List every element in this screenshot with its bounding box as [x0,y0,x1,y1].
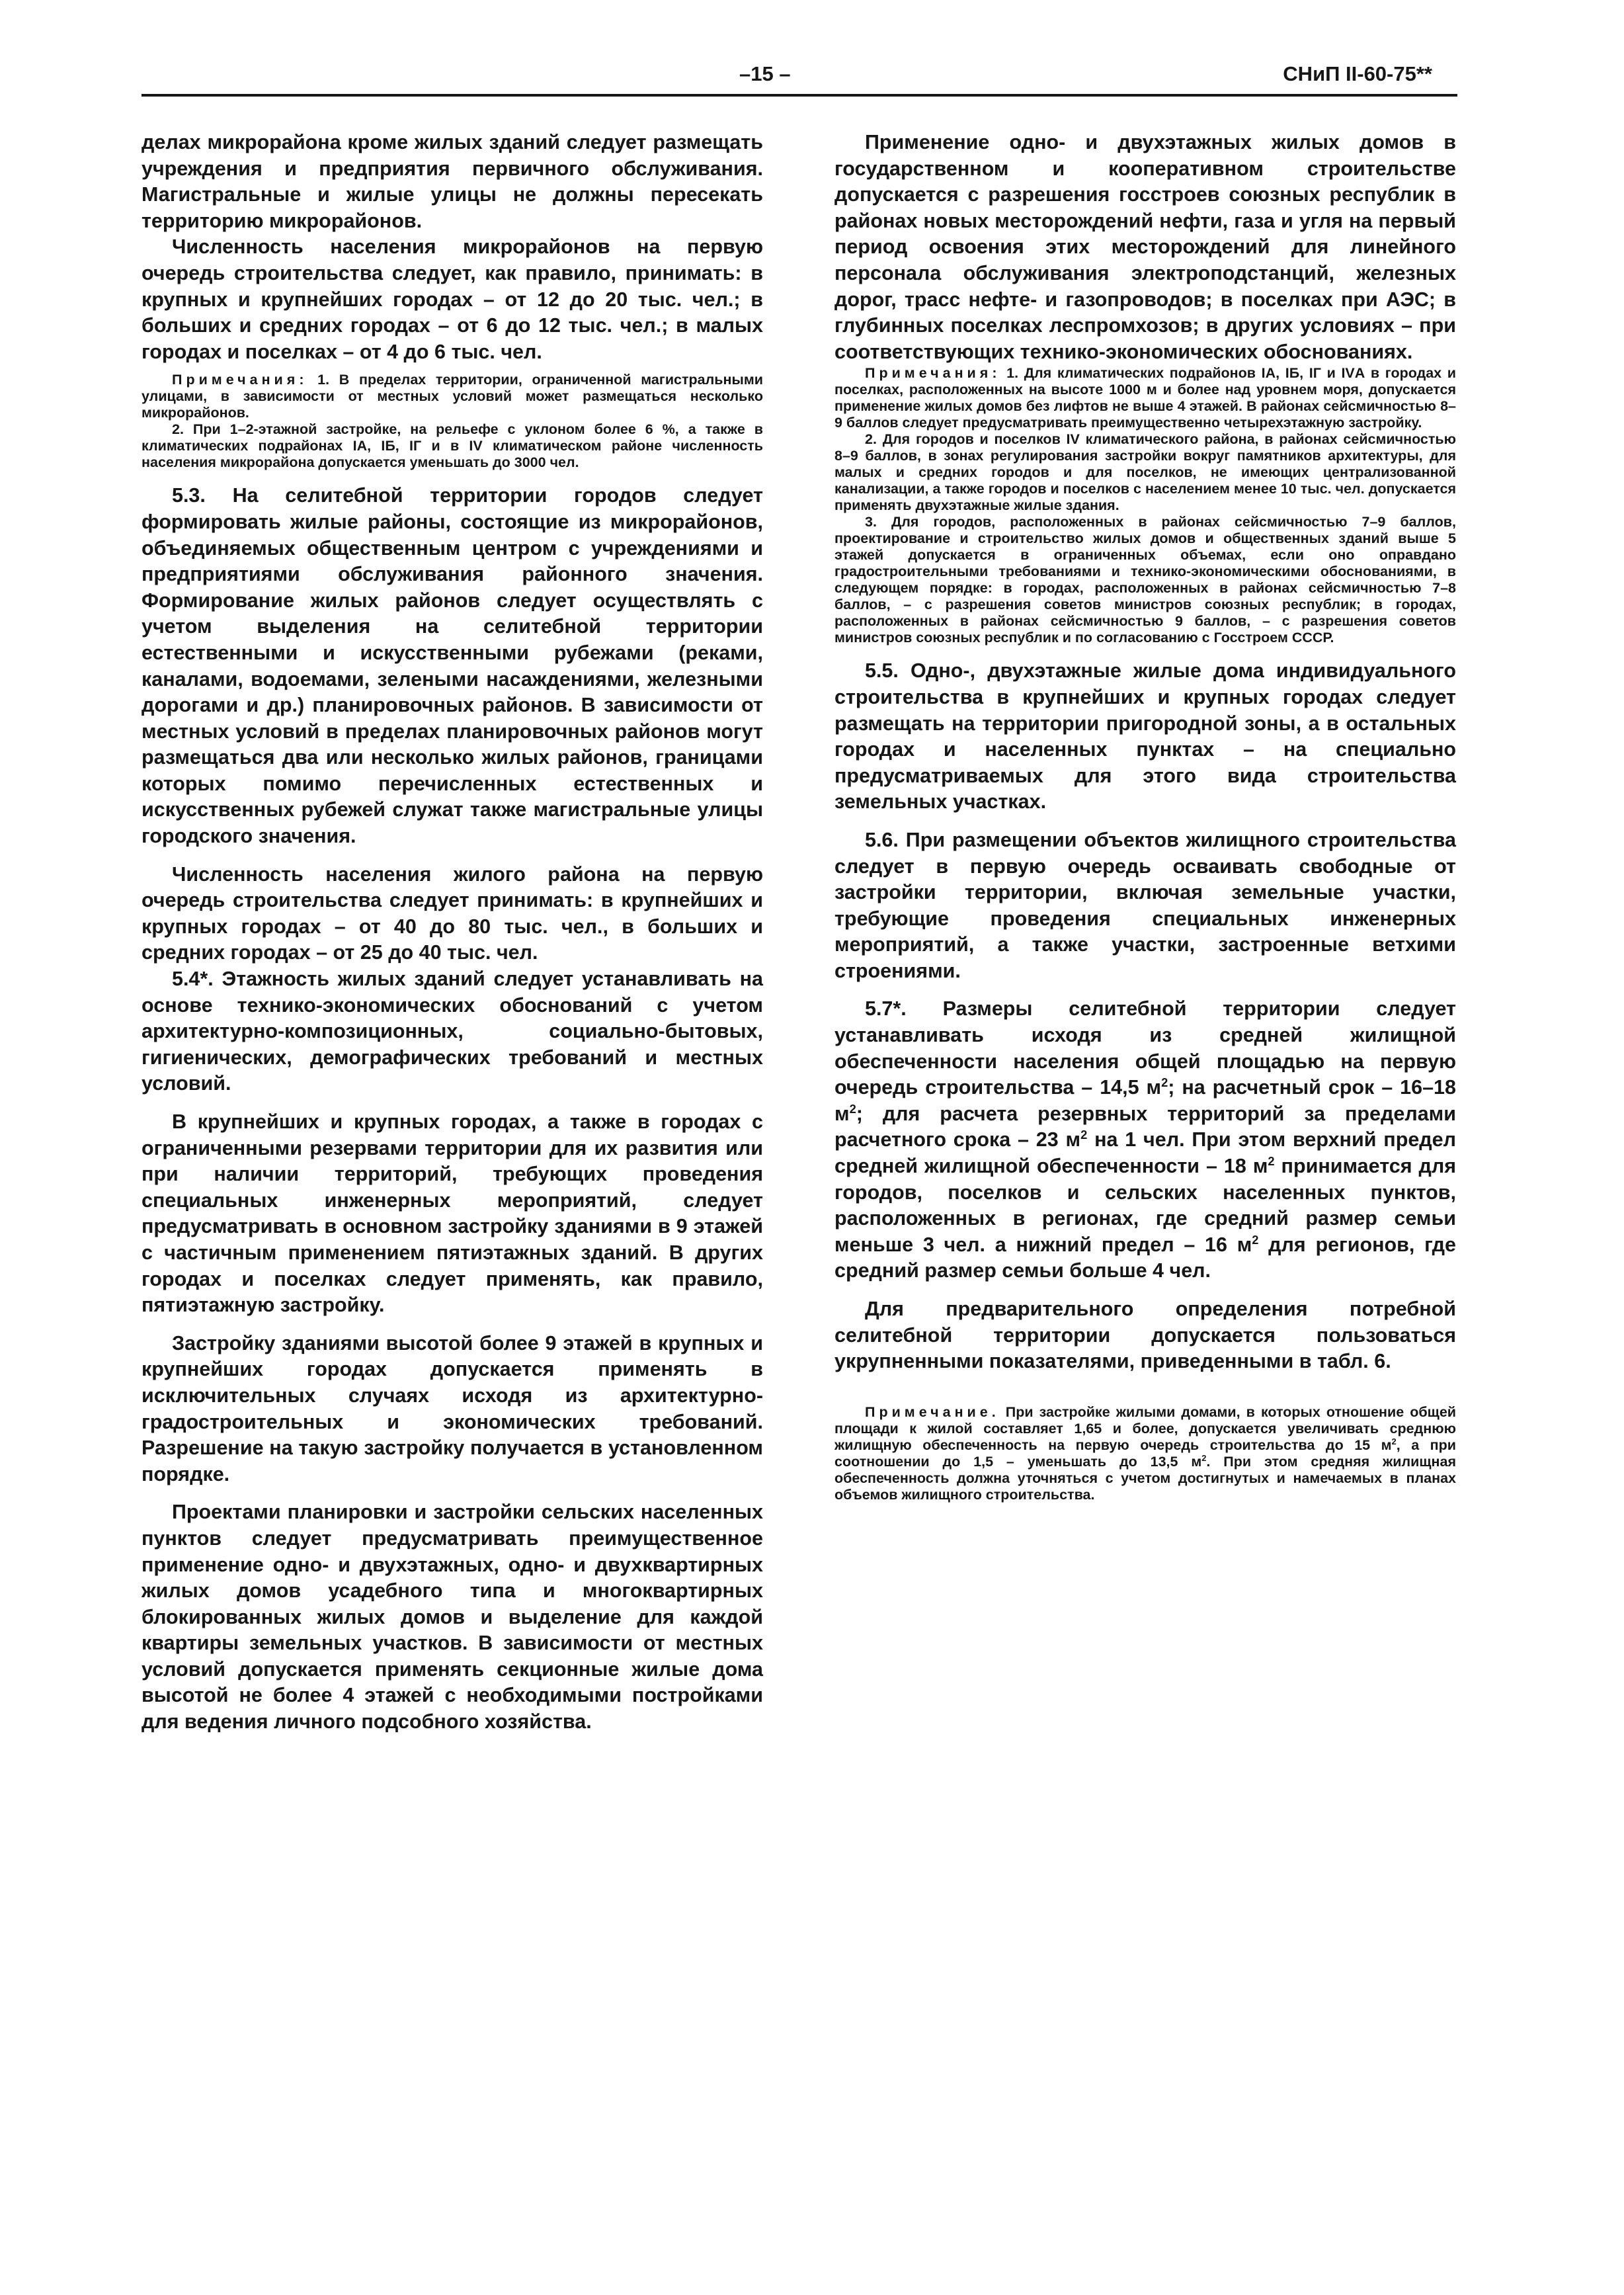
note: 3. Для городов, расположенных в районах сейсмичностью 7–9 баллов, проектирование и строительство жилых домов и общественных зданий выше 5 этажей допускается в ограниченных объемах, если оно оправдано градостроительными требованиями и технико-экономическими обоснованиями, в следующем порядке: в городах, расположенных в районах сейсмичностью 7–8 баллов, – с разрешения советов министров союзных республик; в городах, расположенных в районах сейсмичностью 9 баллов, – с разрешения советов министров союзных республик и по согласованию с Госстроем СССР. [834,514,1456,646]
section-5-6 [834,827,1456,985]
section-text: Этажность жилых зданий следует устанавливать на основе технико-экономических обоснований с учетом архитектурно-композиционных, социально-бытовых, гигиенических, демографических требований и местных условий. [142,968,763,1095]
section-text: принимается для городов, поселков и сельских населенных пунктов, расположенных в регионах, где средний размер семьи меньше 3 чел. а нижний предел – 16 м [834,1155,1457,1256]
superscript: 2 [1391,1436,1397,1446]
paragraph: В крупнейших и крупных городах, а также в городах с ограниченными резервами территории для их развития или при наличии территорий, требующих проведения специальных инженерных мероприятий, следует предусматривать в основном застройку зданиями в 9 этажей с частичным применением пятиэтажных зданий. В других городах и поселках следует применять, как правило, пятиэтажную застройку. [142,1110,763,1317]
note-text: , а при соотношении до 1,5 – уменьшать до 13,5 м [834,1437,1456,1470]
paragraph: Застройку зданиями высотой более 9 этажей в крупных и крупнейших городах допускается применять в исключительных случаях исходя из архитектурно-градостроительных и экономических требований. Разрешение на такую застройку получается в установленном порядке. [142,1331,763,1485]
paragraph: делах микрорайона кроме жилых зданий следует размещать учреждения и предприятия первичного обслуживания. Магистральные и жилые улицы не должны пересекать территорию микрорайонов. [142,131,763,232]
note-label: Примечание. [865,1403,1000,1420]
note-text: . При этом средняя жилищная обеспеченность должна уточняться с учетом достигнутых и намечаемых в планах объемов жилищного строительства. [834,1453,1457,1503]
paragraph: Для предварительного определения потребной селитебной территории допускается пользоваться укрупненными показателями, приведенными в табл. 6. [834,1298,1456,1373]
section-5-4 [142,966,763,1097]
notes-label: Примечания: [865,365,1001,382]
section-text: При размещении объектов жилищного строительства следует в первую очередь осваивать свободные от застройки территории, включая земельные участки, требующие проведения специальных инженерных мероприятий, а также участки, застроенные ветхими строениями. [834,828,1456,982]
section-text: На селитебной территории городов следует формировать жилые районы, состоящие из микрорайонов, объединяемых общественным центром с учреждениями и предприятиями обслуживания районного значения. Формирование жилых районов следует осуществлять с учетом выделения на селитебной территории естественными и искусственными рубежами (реками, каналами, водоемами, зелеными насаждениями, железными дорогами и др.) планировочных районов. В зависимости от местных условий в пределах планировочных районов могут размещаться два или несколько жилых районов, границами которых помимо перечисленных естественных и искусственных рубежей служат также магистральные улицы городского значения. [142,484,763,848]
section-number: 5.4*. [172,968,214,991]
section-text: ; на расчетный срок – 16–18 м [834,1076,1456,1125]
section-text: ; для расчета резервных территорий за пределами расчетного срока – 23 м [834,1102,1456,1151]
section-5-5 [834,658,1456,815]
page-number: –15 – [739,62,791,85]
note [142,372,763,421]
note: 2. Для городов и поселков IV климатического района, в районах сейсмичностью 8–9 баллов, в зонах регулирования застройки вокруг памятников архитектуры, для малых и средних городов и для поселков, не имеющих централизованной канализации, а также городов и поселков с населением менее 10 тыс. чел. допускается применять двухэтажные жилые здания. [834,431,1456,514]
superscript: 2 [849,1101,856,1116]
superscript: 2 [1201,1452,1207,1463]
section-number: 5.5. [865,659,899,683]
section-text: для регионов, где средний размер семьи больше 4 чел. [834,1233,1457,1282]
section-text: Размеры селитебной территории следует устанавливать исходя из средней жилищной обеспеченности населения общей площадью на первую очередь строительства – 14,5 м [834,997,1456,1099]
section-text: на 1 чел. При этом верхний предел средней жилищной обеспеченности – 18 м [834,1128,1456,1178]
paragraph: Численность населения жилого района на первую очередь строительства следует принимать: в крупнейших и крупных городах – от 40 до 80 тыс. чел., в больших и средних городах – от 25 до 40 тыс. чел. [142,862,763,964]
section-number: 5.6. [865,828,899,851]
section-number: 5.3. [172,484,206,507]
header-rule [142,94,1457,97]
note-text: При застройке жилыми домами, в которых отношение общей площади к жилой составляет 1,65 и более, допускается увеличивать среднюю жилищную обеспеченность на первую очередь строительства до 15 м [834,1403,1456,1453]
superscript: 2 [1252,1232,1259,1247]
superscript: 2 [1080,1128,1088,1142]
right-column [834,130,1456,1503]
note: 2. При 1–2-этажной застройке, на рельефе с уклоном более 6 %, а также в климатических подрайонах IА, IБ, IГ и в IV климатическом районе численность населения микрорайона допускается уменьшать до 3000 чел. [142,421,763,471]
paragraph: Применение одно- и двухэтажных жилых домов в государственном и кооперативном строительстве допускается с разрешения госстроев союзных республик в районах новых месторождений нефти, газа и угля на первый период освоения этих месторождений для линейного персонала обслуживания электроподстанций, железных дорог, трасс нефте- и газопроводов; в поселках при АЭС; в глубинных поселках леспромхозов; в других условиях – при соответствующих технико-экономических обоснованиях. [834,131,1456,363]
section-5-7 [834,996,1456,1284]
section-5-3 [142,483,763,849]
left-column [142,130,763,1735]
section-number: 5.7*. [865,997,907,1021]
superscript: 2 [1268,1153,1275,1168]
section-text: Одно-, двухэтажные жилые дома индивидуального строительства в крупнейших и крупных городах следует размещать на территории пригородной зоны, а в остальных городах и населенных пунктах – на специально предусматриваемых для этого вида строительства земельных участках. [834,659,1456,814]
superscript: 2 [1161,1075,1168,1090]
note-text: 1. В пределах территории, ограниченной магистральными улицами, в зависимости от местных условий может размещаться несколько микрорайонов. [142,372,763,421]
note-text: 1. Для климатических подрайонов IА, IБ, IГ и IVА в городах и поселках, расположенных на высоте 1000 м и более над уровнем моря, допускается применение жилых домов без лифтов не выше 4 этажей. В районах сейсмичностью 8–9 баллов следует предусматривать преимущественно четырехэтажную застройку. [834,365,1456,431]
paragraph: Численность населения микрорайонов на первую очередь строительства следует, как правило, принимать: в крупных и крупнейших городах – от 12 до 20 тыс. чел.; в больших и средних городах – от 6 до 12 тыс. чел.; в малых городах и поселках – от 4 до 6 тыс. чел. [142,235,763,363]
notes-label: Примечания: [172,372,308,388]
note [834,1404,1456,1503]
paragraph: Проектами планировки и застройки сельских населенных пунктов следует предусматривать преимущественное применение одно- и двухэтажных, одно- и двухквартирных жилых домов усадебного типа и многоквартирных блокированных жилых домов и выделение для каждой квартиры земельных участков. В зависимости от местных условий допускается применять секционные жилые дома высотой не более 4 этажей с необходимыми постройками для ведения личного подсобного хозяйства. [142,1501,763,1733]
document-code: СНиП II-60-75** [1283,62,1432,85]
note [834,365,1456,431]
